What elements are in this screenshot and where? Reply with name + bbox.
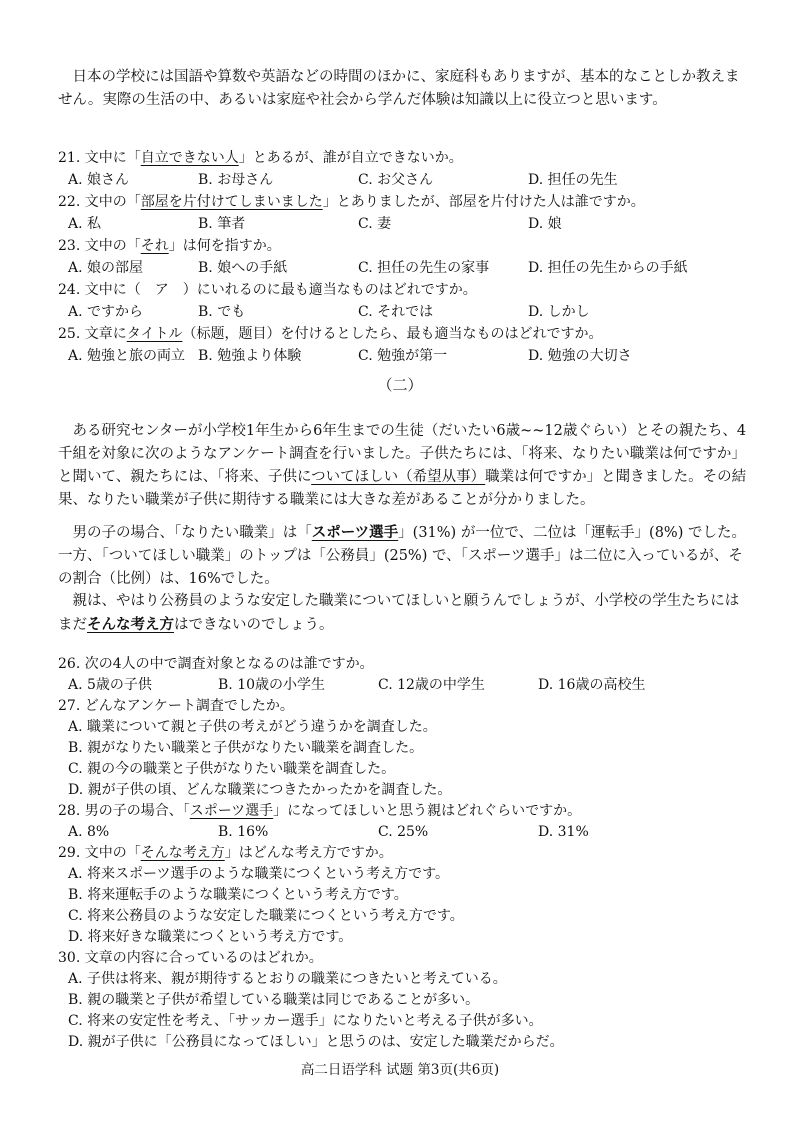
option-b[interactable]: B. 将来運転手のような職業につくという考え方です。 [68,887,408,903]
option-a[interactable]: A. 8% [68,824,110,840]
option-d[interactable]: D. 将来好きな職業につくという考え方です。 [68,929,353,945]
option-a[interactable]: A. 勉強と旅の両立 [68,348,186,364]
option-a[interactable]: A. 職業について親と子供の考えがどう違うかを調査した。 [68,719,437,735]
option-c[interactable]: C. 勉強が第一 [358,348,448,364]
question-26: 26. 次の4人の中で調査対象となるのは誰ですか。 [58,656,374,672]
option-a[interactable]: A. 娘の部屋 [68,260,144,276]
question-24: 24. 文中に（ ア ）にいれるのに最も適当なものはどれですか。 [58,282,477,298]
question-30: 30. 文章の内容に合っているのはどれか。 [58,950,323,966]
passage-paragraph-1: ある研究センターが小学校1年生から6年生までの生徒（だいたい6歳~~12歳ぐらい）とその親たち、4千組を対象に次のようなアンケート調査を行いました。子供たちには、「将来、なりたい職業は何ですか」と聞いて、親たちには、「将来、子供についてほしい（希望从事）職業は何ですか」と聞きました。その結果、なりたい職業が子供に期待する職業には大きな差があることが分かりました。 [58,423,747,508]
intro-paragraph: 日本の学校には国語や算数や英語などの時間のほかに、家庭科もありますが、基本的なことしか教えません。実際の生活の中、あるいは家庭や社会から学んだ体験は知識以上に役立つと思います。 [58,69,740,108]
option-b[interactable]: B. 親がなりたい職業と子供がなりたい職業を調査した。 [68,740,424,756]
option-c[interactable]: C. 将来の安定性を考え、「サッカー選手」になりたいと考える子供が多い。 [68,1013,543,1029]
option-b[interactable]: B. 筆者 [198,216,246,232]
question-21: 21. 文中に「自立できない人」とあるが、誰が自立できないか。 [58,150,463,166]
option-c[interactable]: C. 将来公務員のような安定した職業につくという考え方です。 [68,908,464,924]
option-b[interactable]: B. 勉強より体験 [198,348,302,364]
passage-paragraph-3: 親は、やはり公務員のような安定した職業についてほしいと願うんでしょうが、小学校の学生たちにはまだそんな考え方はできないのでしょう。 [58,593,740,633]
option-d[interactable]: D. 31% [538,824,589,840]
option-c[interactable]: C. 妻 [358,216,392,232]
option-c[interactable]: C. それでは [358,304,434,320]
option-d[interactable]: D. 16歳の高校生 [538,677,646,693]
option-c[interactable]: C. 12歳の中学生 [378,677,485,693]
option-d[interactable]: D. 勉強の大切さ [528,348,632,364]
option-b[interactable]: B. 娘への手紙 [198,260,288,276]
option-a[interactable]: A. 5歳の子供 [68,677,152,693]
option-b[interactable]: B. お母さん [198,172,274,188]
option-c[interactable]: C. 親の今の職業と子供がなりたい職業を調査した。 [68,761,396,777]
option-b[interactable]: B. 16% [218,824,269,840]
option-d[interactable]: D. 親が子供の頃、どんな職業につきたかったかを調査した。 [68,782,452,798]
option-b[interactable]: B. 親の職業と子供が希望している職業は同じであることが多い。 [68,992,480,1008]
option-a[interactable]: A. 将来スポーツ選手のような職業につくという考え方です。 [68,866,450,882]
question-28: 28. 男の子の場合、「スポーツ選手」になってほしいと思う親はどれぐらいですか。 [58,803,582,819]
question-25: 25. 文章にタイトル（标题，题目）を付けるとしたら、最も適当なものはどれですか。 [58,326,603,342]
section-title: （二） [377,376,423,394]
option-a[interactable]: A. ですから [68,304,144,320]
option-d[interactable]: D. 担任の先生からの手紙 [528,260,688,276]
option-c[interactable]: C. 25% [378,824,429,840]
option-d[interactable]: D. 娘 [528,216,562,232]
option-c[interactable]: C. お父さん [358,172,434,188]
option-c[interactable]: C. 担任の先生の家事 [358,260,490,276]
option-d[interactable]: D. しかし [528,304,590,320]
page-footer: 高二日语学科 试题 第3页(共6页) [300,1062,500,1078]
option-d[interactable]: D. 親が子供に「公務員になってほしい」と思うのは、安定した職業だからだ。 [68,1034,564,1050]
question-27: 27. どんなアンケート調査でしたか。 [58,698,294,714]
passage-paragraph-2: 男の子の場合、「なりたい職業」は「スポーツ選手」(31%) が一位で、二位は「運転手」(8%) でした。一方、「ついてほしい職業」のトップは「公務員」(25%) で、「スポーツ選手」は二位に入っているが、その割合（比例）は、16%でした。 [58,524,746,587]
option-a[interactable]: A. 子供は将来、親が期待するとおりの職業につきたいと考えている。 [68,971,507,987]
option-d[interactable]: D. 担任の先生 [528,172,618,188]
option-a[interactable]: A. 私 [68,216,102,232]
option-b[interactable]: B. でも [198,304,246,320]
question-22: 22. 文中の「部屋を片付けてしまいました」とありましたが、部屋を片付けた人は誰ですか。 [58,194,645,210]
option-b[interactable]: B. 10歳の小学生 [218,677,326,693]
question-29: 29. 文中の「そんな考え方」はどんな考え方ですか。 [58,845,393,861]
option-a[interactable]: A. 娘さん [68,172,130,188]
question-23: 23. 文中の「それ」は何を指すか。 [58,238,281,254]
